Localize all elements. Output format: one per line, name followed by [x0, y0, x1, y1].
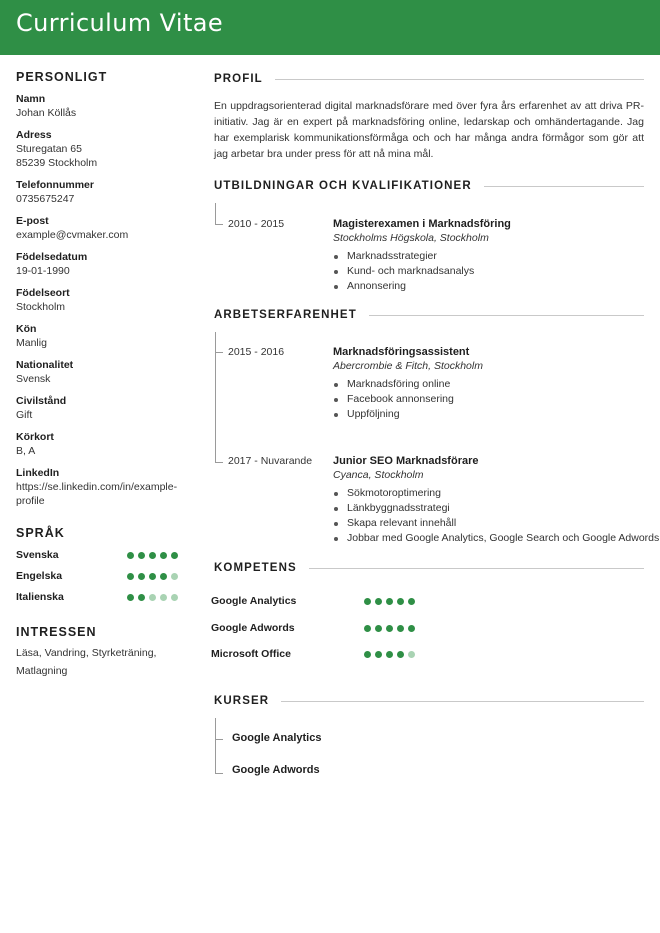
timeline-line: [215, 718, 216, 773]
languages-list: [16, 545, 191, 607]
list-item: Sökmotoroptimering: [347, 486, 659, 501]
field-label: E-post: [16, 215, 49, 227]
language-row: [16, 587, 178, 607]
list-item: Annonsering: [347, 279, 474, 294]
list-item: Kund- och marknadsanalys: [347, 265, 475, 277]
entry-date: 2010 - 2015: [228, 218, 285, 230]
entry-subtitle: Cyanca, Stockholm: [333, 469, 424, 481]
entry-subtitle: Stockholms Högskola, Stockholm: [333, 232, 489, 244]
field-label: Telefonnummer: [16, 179, 94, 191]
languages-heading: SPRÅK: [16, 526, 65, 540]
rating-dot-filled: [138, 552, 145, 559]
timeline-tick: [215, 462, 223, 463]
rating-dots: [364, 651, 415, 658]
skill-row: [211, 620, 441, 636]
list-item: Uppföljning: [347, 407, 454, 422]
field-license: [16, 431, 191, 458]
field-label: Körkort: [16, 431, 54, 443]
field-label: Adress: [16, 129, 52, 141]
field-value: Gift: [16, 409, 33, 421]
list-item: Marknadsföring online: [347, 377, 454, 392]
page-title: Curriculum Vitae: [16, 9, 224, 37]
list-item: Jobbar med Google Analytics, Google Search och Google Adwords: [347, 532, 660, 544]
rating-dot-filled: [397, 625, 404, 632]
field-value: Stockholm: [16, 301, 66, 313]
rating-dot-filled: [397, 598, 404, 605]
linkedin-link[interactable]: profile: [16, 495, 45, 507]
personal-heading: PERSONLIGT: [16, 70, 108, 84]
rating-dots: [364, 625, 415, 632]
field-value: Manlig: [16, 337, 47, 349]
rating-dot-empty: [160, 594, 167, 601]
rating-dot-filled: [364, 598, 371, 605]
education-section-header: [214, 180, 644, 192]
rating-dot-empty: [171, 594, 178, 601]
course-item: Google Adwords: [232, 764, 320, 776]
field-value: example@cvmaker.com: [16, 229, 129, 241]
field-value: Svensk: [16, 373, 51, 385]
rating-dots: [127, 573, 178, 580]
field-label: Födelsedatum: [16, 251, 88, 263]
entry-bullets: [347, 249, 474, 294]
rating-dots: [364, 598, 415, 605]
rating-dot-filled: [127, 594, 134, 601]
rating-dot-filled: [160, 552, 167, 559]
rating-dot-filled: [127, 573, 134, 580]
skill-name: Google Analytics: [211, 595, 297, 607]
field-phone: [16, 179, 191, 206]
field-value: Sturegatan 65: [16, 143, 82, 155]
interests-line: Läsa, Vandring, Styrketräning,: [16, 647, 157, 659]
rating-dot-empty: [149, 594, 156, 601]
experience-section-header: [214, 309, 644, 321]
list-item: Länkbyggnadsstrategi: [347, 501, 659, 516]
interests-text: [16, 644, 191, 680]
entry-bullets: [347, 377, 454, 422]
field-value: B, A: [16, 445, 36, 457]
field-birthplace: [16, 287, 191, 314]
skill-row: [211, 646, 441, 662]
section-divider: [309, 568, 644, 569]
rating-dot-filled: [386, 651, 393, 658]
rating-dot-filled: [386, 625, 393, 632]
field-email: [16, 215, 191, 242]
rating-dots: [127, 594, 178, 601]
timeline-tick: [215, 773, 223, 774]
skill-name: Microsoft Office: [211, 648, 291, 660]
entry-bullets: [347, 486, 659, 546]
entry-title: Magisterexamen i Marknadsföring: [333, 218, 511, 230]
field-gender: [16, 323, 191, 350]
rating-dot-empty: [408, 651, 415, 658]
language-name: Svenska: [16, 549, 59, 561]
field-value: 19-01-1990: [16, 265, 70, 277]
rating-dot-filled: [375, 625, 382, 632]
entry-subtitle: Abercrombie & Fitch, Stockholm: [333, 360, 483, 372]
field-value: 0735675247: [16, 193, 75, 205]
timeline-tick: [215, 224, 223, 225]
entry-date: 2015 - 2016: [228, 346, 285, 358]
rating-dot-filled: [138, 594, 145, 601]
skill-name: Google Adwords: [211, 622, 295, 634]
skills-section-header: [214, 562, 644, 574]
rating-dot-filled: [364, 625, 371, 632]
entry-title: Marknadsföringsassistent: [333, 346, 470, 358]
field-linkedin: [16, 467, 191, 508]
rating-dot-filled: [408, 598, 415, 605]
courses-heading: KURSER: [214, 695, 270, 707]
section-divider: [369, 315, 644, 316]
entry-date: 2017 - Nuvarande: [228, 455, 313, 467]
rating-dots: [127, 552, 178, 559]
section-divider: [281, 701, 644, 702]
timeline-tick: [215, 739, 223, 740]
entry-title: Junior SEO Marknadsförare: [333, 455, 479, 467]
field-civil-status: [16, 395, 191, 422]
courses-section-header: [214, 695, 644, 707]
language-name: Italienska: [16, 591, 64, 603]
interests-heading: INTRESSEN: [16, 625, 97, 639]
language-row: [16, 545, 178, 565]
field-label: LinkedIn: [16, 467, 60, 479]
profile-heading: PROFIL: [214, 73, 263, 85]
field-label: Kön: [16, 323, 37, 335]
list-item: Skapa relevant innehåll: [347, 516, 659, 531]
field-label: Födelseort: [16, 287, 70, 299]
rating-dot-empty: [171, 573, 178, 580]
field-label: Civilstånd: [16, 395, 67, 407]
field-label: Nationalitet: [16, 359, 74, 371]
rating-dot-filled: [138, 573, 145, 580]
timeline-line: [215, 203, 216, 224]
interests-line: Matlagning: [16, 665, 68, 677]
rating-dot-filled: [375, 598, 382, 605]
field-value: 85239 Stockholm: [16, 157, 98, 169]
profile-section-header: [214, 73, 644, 85]
section-divider: [275, 79, 644, 80]
field-birthdate: [16, 251, 191, 278]
course-item: Google Analytics: [232, 732, 322, 744]
rating-dot-filled: [408, 625, 415, 632]
rating-dot-filled: [160, 573, 167, 580]
rating-dot-filled: [397, 651, 404, 658]
timeline-tick: [215, 352, 223, 353]
rating-dot-filled: [386, 598, 393, 605]
profile-text: En uppdragsorienterad digital marknadsförare med över fyra års erfarenhet av att driva PR-initiativ. Jag är en expert på marknadsföring online, ledarskap och omhändertagande. Jag har exemplarisk kommunikationsförmåga och och har många andra förmågor som gör att jag arbetar bra under press för att nå mina mål.: [214, 100, 644, 160]
rating-dot-filled: [149, 552, 156, 559]
skills-heading: KOMPETENS: [214, 562, 297, 574]
field-name: [16, 93, 191, 120]
list-item: Facebook annonsering: [347, 393, 454, 405]
rating-dot-filled: [171, 552, 178, 559]
rating-dot-filled: [375, 651, 382, 658]
field-nationality: [16, 359, 191, 386]
rating-dot-filled: [364, 651, 371, 658]
skill-row: [211, 593, 441, 609]
field-value: Johan Köllås: [16, 107, 77, 119]
field-address: [16, 129, 191, 170]
language-name: Engelska: [16, 570, 63, 582]
experience-heading: ARBETSERFARENHET: [214, 309, 357, 321]
linkedin-link[interactable]: https://se.linkedin.com/in/example-: [16, 481, 178, 493]
rating-dot-filled: [149, 573, 156, 580]
list-item: Marknadsstrategier: [347, 249, 474, 264]
left-column: [16, 70, 191, 680]
language-row: [16, 566, 178, 586]
education-heading: UTBILDNINGAR OCH KVALIFIKATIONER: [214, 180, 472, 192]
section-divider: [484, 186, 644, 187]
page-header: [0, 0, 660, 55]
rating-dot-filled: [127, 552, 134, 559]
field-label: Namn: [16, 93, 46, 105]
